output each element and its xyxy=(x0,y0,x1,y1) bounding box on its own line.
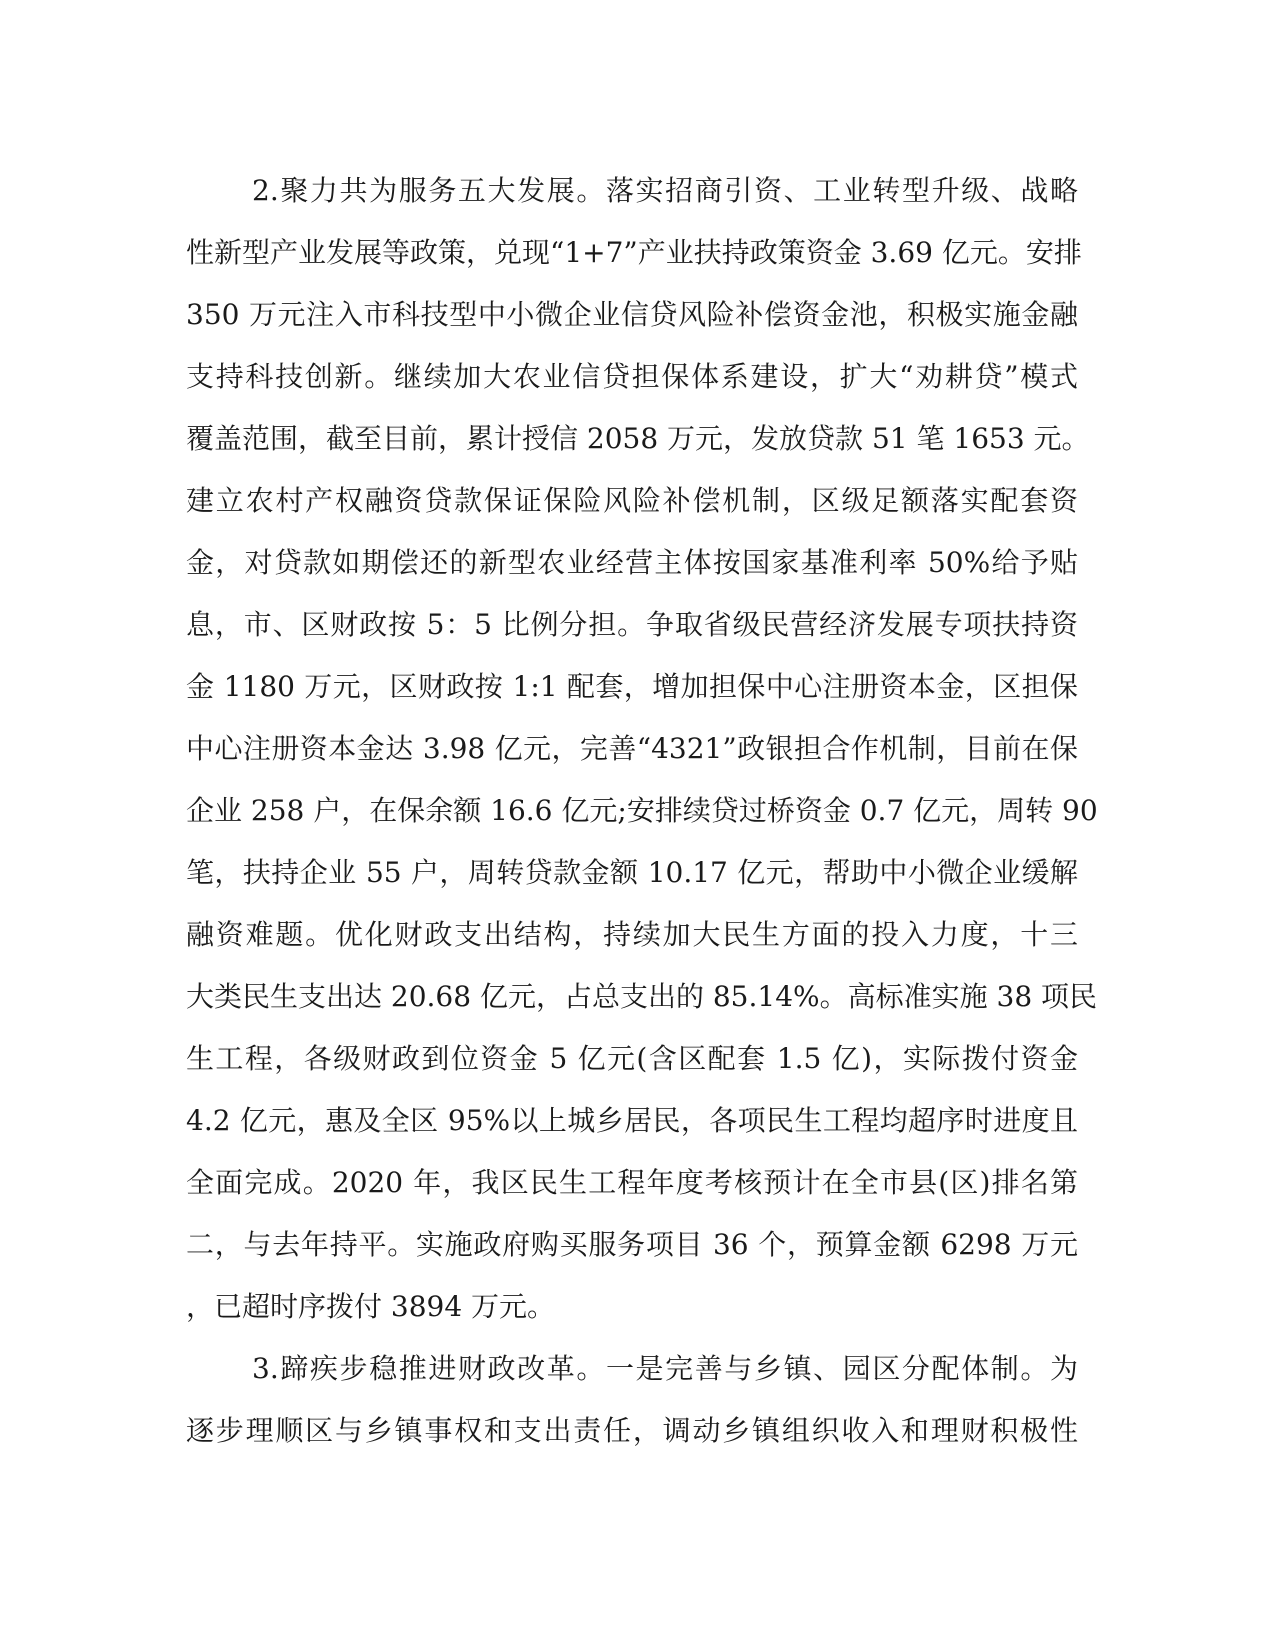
text-line: 支持科技创新。继续加大农业信贷担保体系建设，扩大“劝耕贷”模式 xyxy=(186,360,1078,393)
body-text xyxy=(186,160,1098,1462)
text-line: 企业 258 户，在保余额 16.6 亿元;安排续贷过桥资金 0.7 亿元，周转 90 xyxy=(186,794,1098,827)
paragraph-3 xyxy=(186,1338,1078,1462)
text-line: 二，与去年持平。实施政府购买服务项目 36 个，预算金额 6298 万元 xyxy=(186,1228,1078,1261)
text-line: 2.聚力共为服务五大发展。落实招商引资、工业转型升级、战略 xyxy=(252,174,1078,207)
text-line: 生工程，各级财政到位资金 5 亿元(含区配套 1.5 亿)，实际拨付资金 xyxy=(186,1042,1078,1075)
text-line: 3.蹄疾步稳推进财政改革。一是完善与乡镇、园区分配体制。为 xyxy=(252,1352,1078,1385)
text-line: 中心注册资本金达 3.98 亿元，完善“4321”政银担合作机制，目前在保 xyxy=(186,732,1078,765)
text-line: 逐步理顺区与乡镇事权和支出责任，调动乡镇组织收入和理财积极性 xyxy=(186,1414,1078,1447)
text-line: ，已超时序拨付 3894 万元。 xyxy=(186,1290,556,1323)
text-line: 性新型产业发展等政策，兑现“1+7”产业扶持政策资金 3.69 亿元。安排 xyxy=(186,236,1082,269)
text-line: 覆盖范围，截至目前，累计授信 2058 万元，发放贷款 51 笔 1653 元。 xyxy=(186,422,1090,455)
text-line: 大类民生支出达 20.68 亿元，占总支出的 85.14%。高标准实施 38 项民 xyxy=(186,980,1098,1013)
text-line: 融资难题。优化财政支出结构，持续加大民生方面的投入力度，十三 xyxy=(186,918,1078,951)
text-line: 笔，扶持企业 55 户，周转贷款金额 10.17 亿元，帮助中小微企业缓解 xyxy=(186,856,1078,889)
text-line: 建立农村产权融资贷款保证保险风险补偿机制，区级足额落实配套资 xyxy=(186,484,1078,517)
paragraph-2 xyxy=(186,160,1098,1338)
text-line: 息，市、区财政按 5：5 比例分担。争取省级民营经济发展专项扶持资 xyxy=(186,608,1078,641)
text-line: 全面完成。2020 年，我区民生工程年度考核预计在全市县(区)排名第 xyxy=(186,1166,1078,1199)
text-line: 350 万元注入市科技型中小微企业信贷风险补偿资金池，积极实施金融 xyxy=(186,298,1078,331)
text-line: 金 1180 万元，区财政按 1:1 配套，增加担保中心注册资本金，区担保 xyxy=(186,670,1078,703)
text-line: 金，对贷款如期偿还的新型农业经营主体按国家基准利率 50%给予贴 xyxy=(186,546,1078,579)
text-line: 4.2 亿元，惠及全区 95%以上城乡居民，各项民生工程均超序时进度且 xyxy=(186,1104,1078,1137)
